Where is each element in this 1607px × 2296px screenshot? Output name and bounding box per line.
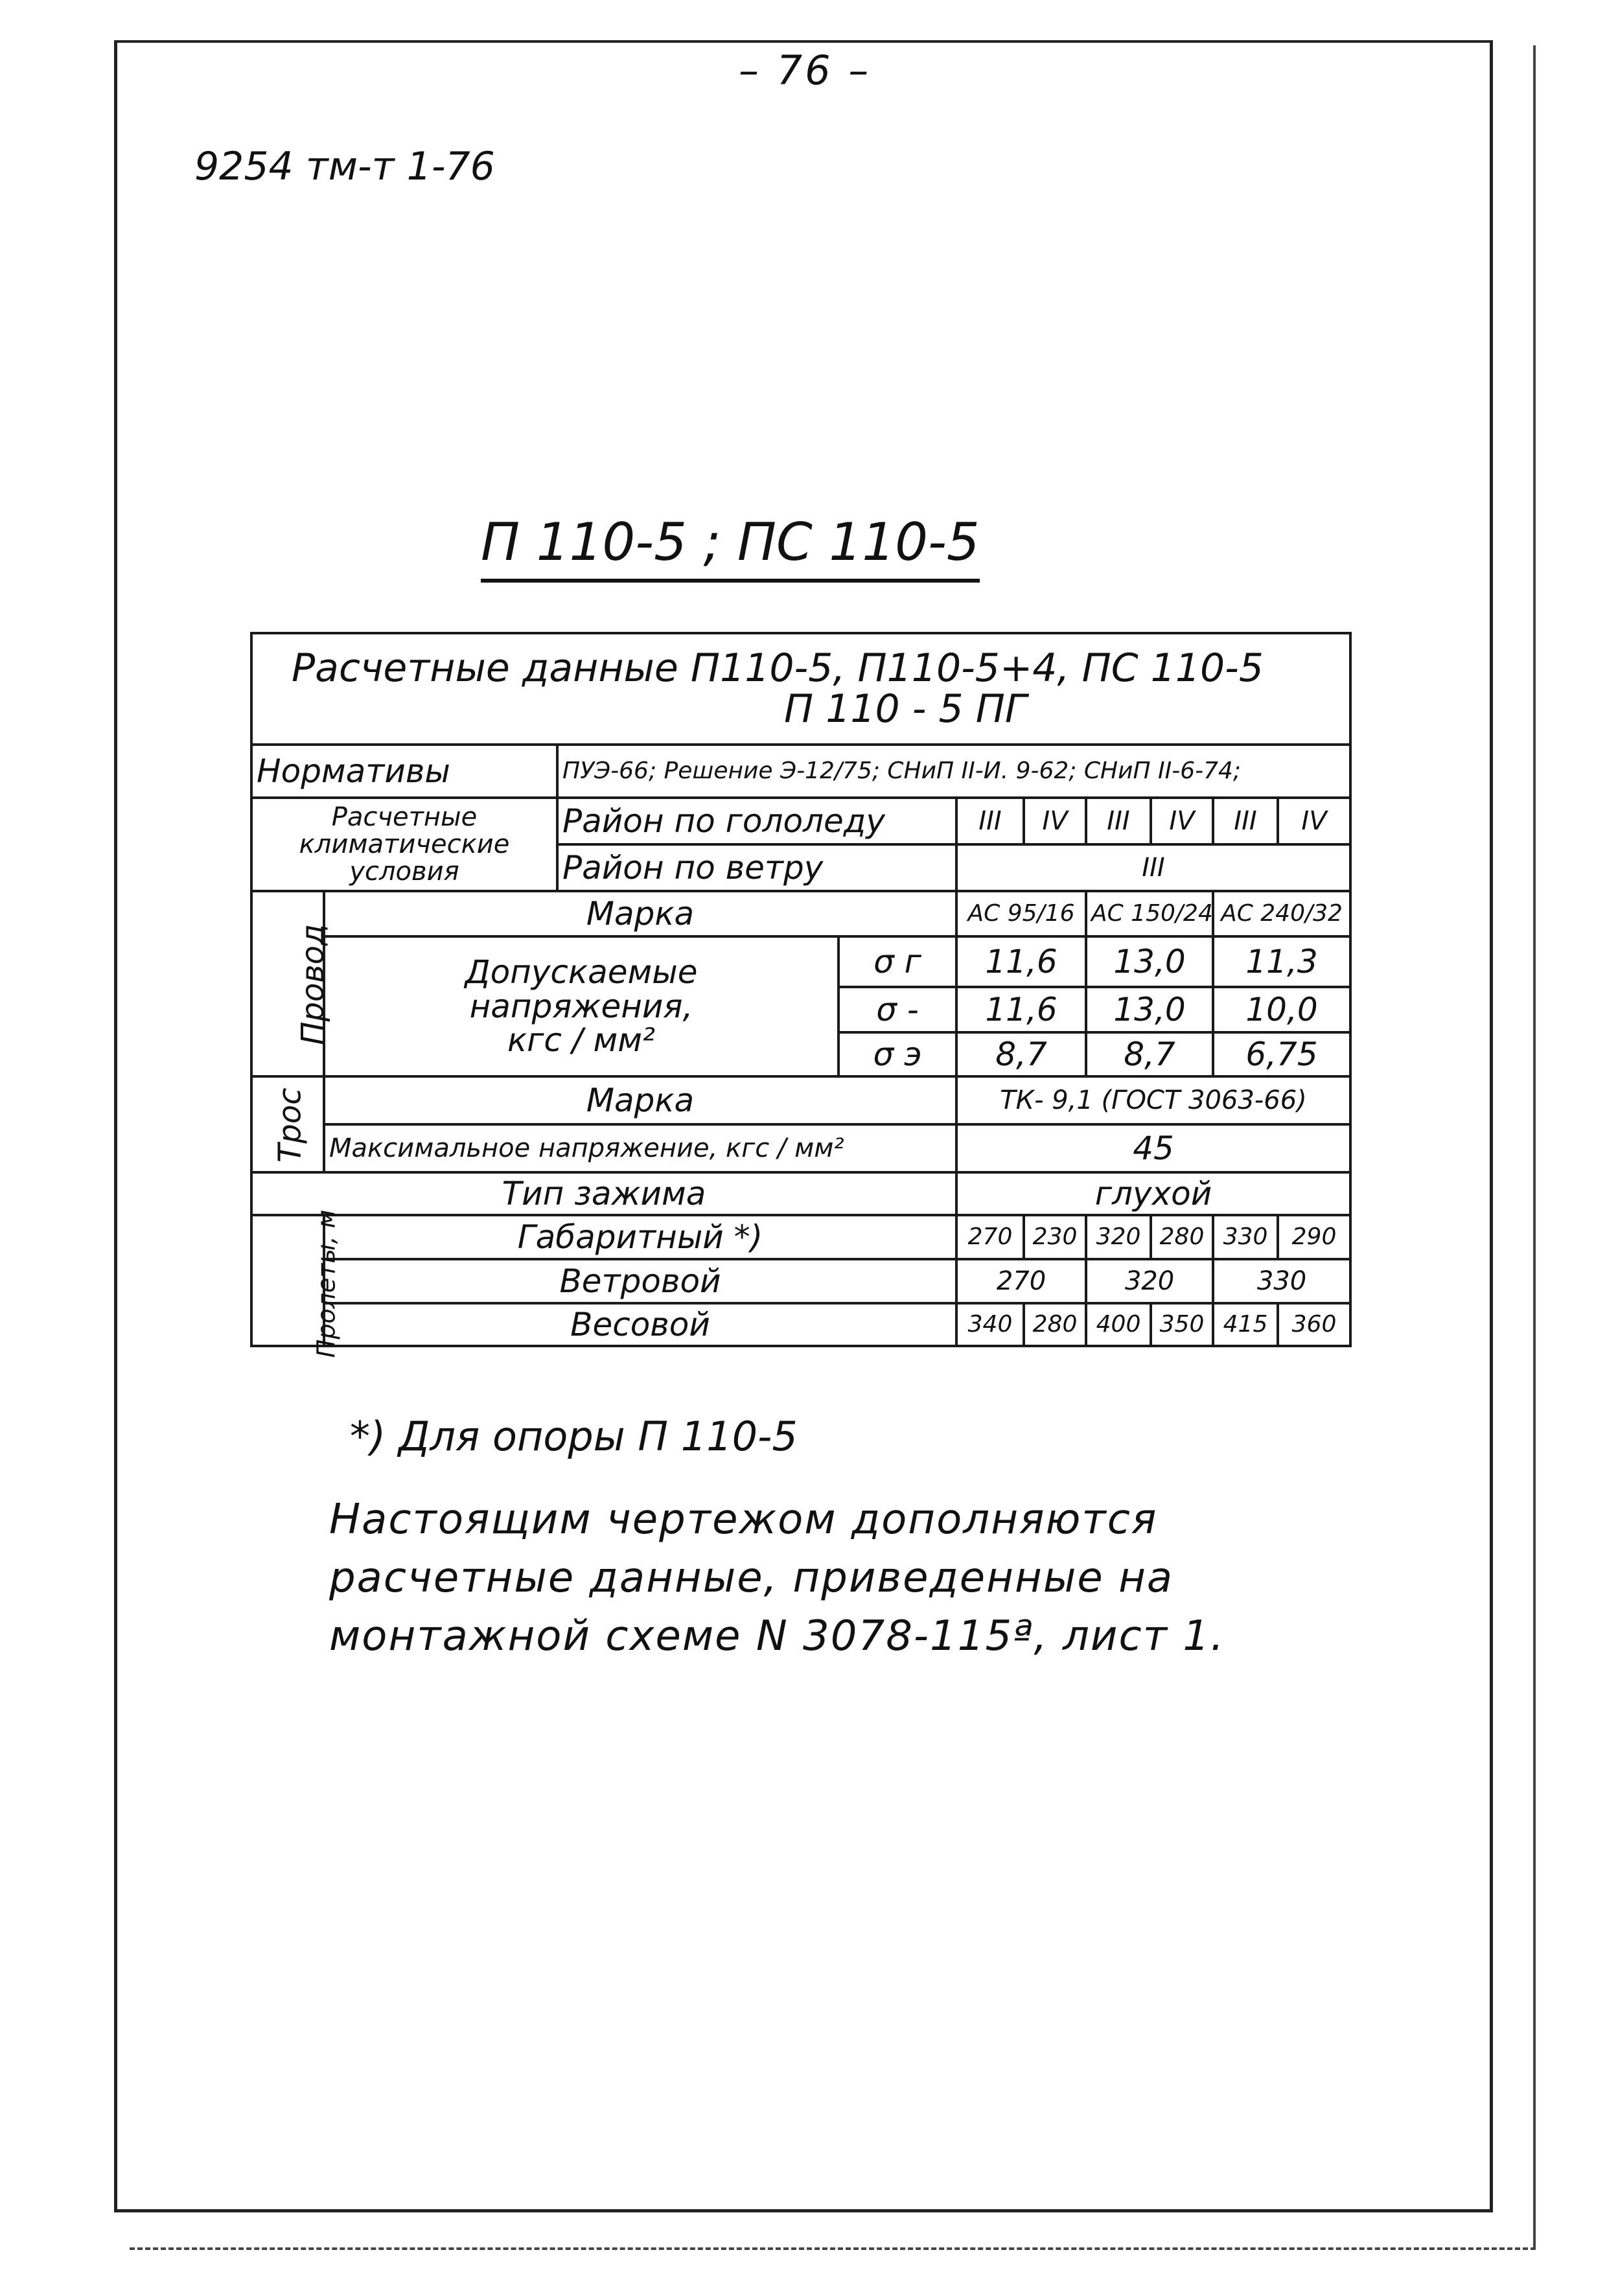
climate-label [251, 798, 557, 891]
ice-region-value: ІІІ [956, 798, 1024, 844]
weight-span-value: 280 [1024, 1303, 1086, 1346]
climate-label-line-3: условия [349, 857, 459, 887]
wind-span-value: 320 [1086, 1259, 1213, 1303]
ice-region-value: ІV [1024, 798, 1086, 844]
climate-label-line-2: климатические [299, 829, 510, 859]
spans-section-text: Пролеты, м [312, 1209, 341, 1358]
page-number: – 76 – [739, 47, 872, 94]
cable-stress-row [251, 1124, 1350, 1172]
wire-brand-label: Марка [324, 891, 956, 936]
stress-symbol: σ г [838, 936, 956, 987]
weight-span-value: 350 [1151, 1303, 1213, 1346]
gabarit-span-value: 270 [956, 1215, 1024, 1259]
stress-symbol: σ э [838, 1032, 956, 1076]
cable-stress-value: 45 [956, 1124, 1350, 1172]
weight-span-value: 360 [1278, 1303, 1350, 1346]
normativy-value: ПУЭ-66; Решение Э-12/75; СНиП ІІ-И. 9-62; СНиП ІІ-6-74; [557, 745, 1350, 798]
note-line: Настоящим чертежом дополняются [329, 1496, 1158, 1544]
cable-stress-label: Максимальное напряжение, кгс / мм² [324, 1124, 956, 1172]
weight-span-value: 340 [956, 1303, 1024, 1346]
weight-span-value: 400 [1086, 1303, 1151, 1346]
weight-span-label: Весовой [324, 1303, 956, 1346]
gabarit-span-value: 320 [1086, 1215, 1151, 1259]
ice-region-value: ІІІ [1086, 798, 1151, 844]
right-border-line [1533, 45, 1536, 2249]
bottom-border-line [130, 2247, 1536, 2250]
normativy-row [251, 745, 1350, 798]
gabarit-span-row [251, 1215, 1350, 1259]
wind-region-value: ІІІ [956, 844, 1350, 891]
note-line: расчетные данные, приведенные на [329, 1554, 1174, 1602]
clamp-value: глухой [956, 1172, 1350, 1215]
stress-label-line-3: кгс / мм² [507, 1021, 656, 1060]
gabarit-span-value: 280 [1151, 1215, 1213, 1259]
stress-value: 8,7 [1086, 1032, 1213, 1076]
ice-region-value: ІV [1151, 798, 1213, 844]
cable-brand-row [251, 1076, 1350, 1124]
wire-brand-value: АС 95/16 [956, 891, 1086, 936]
stress-value: 11,6 [956, 987, 1086, 1032]
stress-value: 10,0 [1213, 987, 1350, 1032]
stress-label-line-2: напряжения, [469, 987, 693, 1025]
wind-region-label: Район по ветру [557, 844, 956, 891]
gabarit-span-value: 290 [1278, 1215, 1350, 1259]
climate-label-line-1: Расчетные [331, 802, 478, 832]
design-data-table [250, 632, 1352, 1358]
table-title-line-2: П 110 - 5 ПГ [784, 686, 1027, 732]
gabarit-span-label: Габаритный *) [324, 1215, 956, 1259]
stress-value: 13,0 [1086, 936, 1213, 987]
wire-section-label [251, 891, 332, 1076]
weight-span-value: 415 [1213, 1303, 1278, 1346]
drawing-title: П 110-5 ; ПС 110-5 [481, 512, 980, 583]
table-title-line-1: Расчетные данные П110-5, П110-5+4, ПС 110-5 [292, 645, 1264, 691]
stress-value: 6,75 [1213, 1032, 1350, 1076]
wire-brand-row [251, 891, 1350, 936]
stress-row [251, 936, 1350, 987]
wind-span-value: 270 [956, 1259, 1086, 1303]
gabarit-span-value: 330 [1213, 1215, 1278, 1259]
wind-span-label: Ветровой [324, 1259, 956, 1303]
wire-brand-value: АС 240/32 [1213, 891, 1350, 936]
stress-value: 8,7 [956, 1032, 1086, 1076]
gabarit-span-value: 230 [1024, 1215, 1086, 1259]
cable-brand-value: ТК- 9,1 (ГОСТ 3063-66) [956, 1076, 1350, 1124]
wind-span-row [251, 1259, 1350, 1303]
stress-value: 11,3 [1213, 936, 1350, 987]
wind-span-value: 330 [1213, 1259, 1350, 1303]
wire-section-text: Провод [295, 923, 332, 1045]
stress-value: 13,0 [1086, 987, 1213, 1032]
ice-region-label: Район по гололеду [557, 798, 956, 844]
weight-span-row [251, 1303, 1350, 1346]
clamp-label: Тип зажима [251, 1172, 956, 1215]
cable-section-text: Трос [272, 1087, 308, 1163]
ice-row [251, 798, 1350, 844]
spans-section-label [251, 1209, 341, 1358]
normativy-label: Нормативы [251, 745, 557, 798]
wire-brand-value: АС 150/24 [1086, 891, 1213, 936]
ice-region-value: ІІІ [1213, 798, 1278, 844]
cable-brand-label: Марка [324, 1076, 956, 1124]
title-row [251, 633, 1350, 745]
table-title [251, 633, 1350, 745]
stress-symbol: σ - [838, 987, 956, 1032]
stress-label-line-1: Допускаемые [465, 953, 698, 991]
note-line: монтажной схеме N 3078-115ª, лист 1. [329, 1612, 1225, 1660]
cable-section-label [251, 1076, 324, 1172]
document-code: 9254 тм-т 1-76 [194, 144, 495, 189]
footnote: *) Для опоры П 110-5 [350, 1413, 798, 1460]
stress-value: 11,6 [956, 936, 1086, 987]
stress-label [324, 936, 838, 1076]
clamp-row [251, 1172, 1350, 1215]
ice-region-value: ІV [1278, 798, 1350, 844]
